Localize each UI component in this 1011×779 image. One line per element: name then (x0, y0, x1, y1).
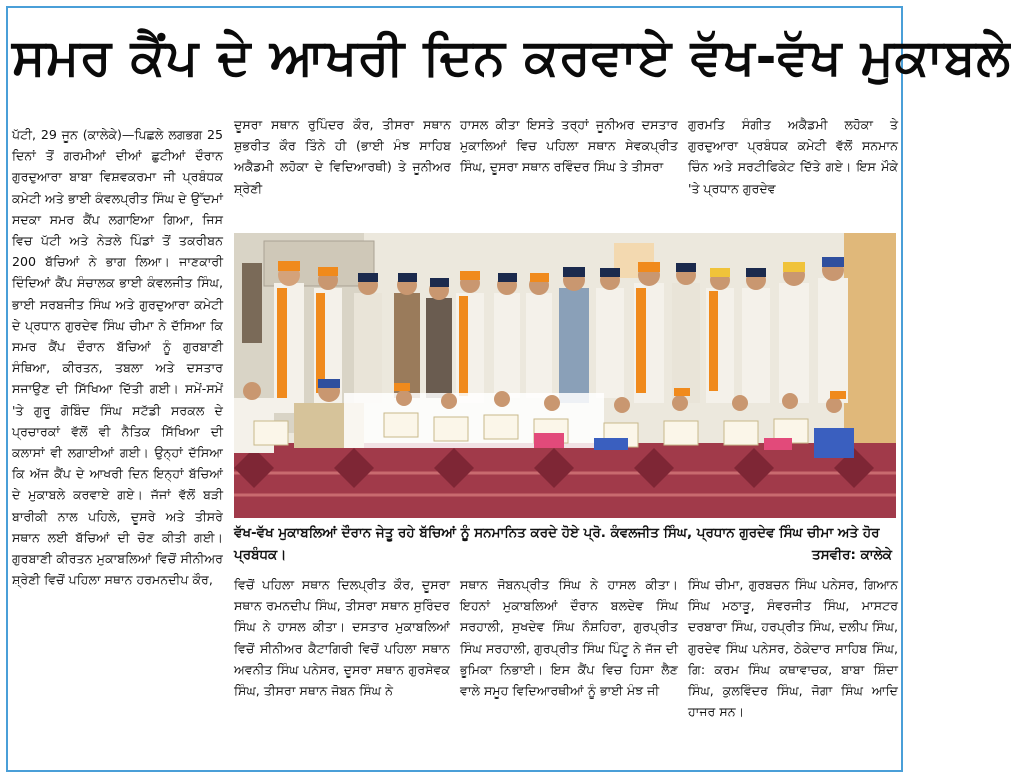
headline: ਸਮਰ ਕੈਂਪ ਦੇ ਆਖਰੀ ਦਿਨ ਕਰਵਾਏ ਵੱਖ-ਵੱਖ ਮੁਕਾਬਲੇ (12, 28, 1011, 86)
article-column-2-top: ਦੂਸਰਾ ਸਥਾਨ ਰੁਪਿੰਦਰ ਕੌਰ, ਤੀਸਰਾ ਸਥਾਨ ਸ਼ੁਭਰੀਤ ਕੌਰ ਤਿੰਨੇ ਹੀ (ਭਾਈ ਮੰਝ ਸਾਹਿਬ ਅਕੈਡਮੀ ਲਹੋਕਾ ਦੇ ਵਿਦਿਆਰਥੀ) ਤੇ ਜੂਨੀਅਰ ਸ਼੍ਰੇਣੀ (234, 117, 451, 196)
article-column-3-top: ਹਾਸਲ ਕੀਤਾ ਇਸਤੇ ਤਰ੍ਹਾਂ ਜੂਨੀਅਰ ਦਸਤਾਰ ਮੁਕਾਲਿਆਂ ਵਿਚ ਪਹਿਲਾ ਸਥਾਨ ਸੇਵਕਪ੍ਰੀਤ ਸਿੰਘ, ਦੂਸਰਾ ਸਥਾਨ ਰਵਿੰਦਰ ਸਿੰਘ ਤੇ ਤੀਸਰਾ (460, 117, 678, 175)
article-column-1 (12, 124, 223, 764)
article-column-4-top: ਗੁਰਮਤਿ ਸੰਗੀਤ ਅਕੈਡਮੀ ਲਹੋਕਾ ਤੇ ਗੁਰਦੁਆਰਾ ਪ੍ਰਬੰਧਕ ਕਮੇਟੀ ਵੱਲੋਂ ਸਨਮਾਨ ਚਿੰਨ ਅਤੇ ਸਰਟੀਫਿਕੇਟ ਦਿੱਤੇ ਗਏ। ਇਸ ਮੌਕੇ 'ਤੇ ਪ੍ਰਧਾਨ ਗੁਰਦੇਵ (688, 117, 898, 196)
article-column-4-bottom: ਸਿੰਘ ਚੀਮਾ, ਗੁਰਬਚਨ ਸਿੰਘ ਪਨੇਸਰ, ਗਿਆਨ ਸਿੰਘ ਮਠਾੜੂ, ਸੰਵਰਜੀਤ ਸਿੰਘ, ਮਾਸਟਰ ਦਰਬਾਰਾ ਸਿੰਘ, ਹਰਪ੍ਰੀਤ ਸਿੰਘ, ਦਲੀਪ ਸਿੰਘ, ਗੁਰਦੇਵ ਸਿੰਘ ਪਨੇਸਰ, ਠੇਕੇਦਾਰ ਸਾਹਿਬ ਸਿੰਘ, ਗਿ: ਕਰਮ ਸਿੰਘ ਕਥਾਵਾਚਕ, ਬਾਬਾ ਸ਼ਿੰਦਾ ਸਿੰਘ, ਕੁਲਵਿੰਦਰ ਸਿੰਘ, ਜੋਗਾ ਸਿੰਘ ਆਦਿ ਹਾਜਰ ਸਨ। (688, 577, 898, 720)
article-column-3-bottom: ਸਥਾਨ ਜੋਬਨਪ੍ਰੀਤ ਸਿੰਘ ਨੇ ਹਾਸਲ ਕੀਤਾ। ਇਹਨਾਂ ਮੁਕਾਬਲਿਆਂ ਦੌਰਾਨ ਬਲਦੇਵ ਸਿੰਘ ਸਰਹਾਲੀ, ਸੁਖਦੇਵ ਸਿੰਘ ਨੌਸ਼ਹਿਰਾ, ਗੁਰਪ੍ਰੀਤ ਸਿੰਘ ਸਰਹਾਲੀ, ਗੁਰਪ੍ਰੀਤ ਸਿੰਘ ਪਿੰਟੂ ਨੇ ਜੱਜ ਦੀ ਭੂਮਿਕਾ ਨਿਭਾਈ। ਇਸ ਕੈਂਪ ਵਿਚ ਹਿਸਾ ਲੈਣ ਵਾਲੇ ਸਮੂਹ ਵਿਦਿਆਰਥੀਆਂ ਨੂੰ ਭਾਈ ਮੰਝ ਜੀ (460, 577, 678, 699)
photo-credit: ਤਸਵੀਰ: ਕਾਲੇਕੇ (811, 547, 892, 563)
dateline: ਪੱਟੀ, 29 ਜੂਨ (ਕਾਲੇਕੇ) (12, 127, 122, 142)
column1-text: —ਪਿਛਲੇ ਲਗਭਗ 25 ਦਿਨਾਂ ਤੋਂ ਗਰਮੀਆਂ ਦੀਆਂ ਛੁਟੀਆਂ ਦੌਰਾਨ ਗੁਰਦੁਆਰਾ ਬਾਬਾ ਵਿਸ਼ਵਕਰਮਾ ਜੀ ਪ੍ਰਬੰਧਕ ਕਮੇਟੀ ਅਤੇ ਭਾਈ ਕੰਵਲਪ੍ਰੀਤ ਸਿੰਘ ਦੇ ਉੱਦਮਾਂ ਸਦਕਾ ਸਮਰ ਕੈਂਪ ਲਗਾਇਆ ਗਿਆ, ਜਿਸ ਵਿਚ ਪੱਟੀ ਅਤੇ ਨੇੜਲੇ ਪਿੰਡਾਂ ਤੋਂ ਤਕਰੀਬਨ 200 ਬੱਚਿਆਂ ਨੇ ਭਾਗ ਲਿਆ। ਜਾਣਕਾਰੀ ਦਿੰਦਿਆਂ ਕੈਂਪ ਸੰਚਾਲਕ ਭਾਈ ਕੰਵਲਜੀਤ ਸਿੰਘ, ਭਾਈ ਸਰਬਜੀਤ ਸਿੰਘ ਅਤੇ ਗੁਰਦੁਆਰਾ ਕਮੇਟੀ ਦੇ ਪ੍ਰਧਾਨ ਗੁਰਦੇਵ ਸਿੰਘ ਚੀਮਾ ਨੇ ਦੱਸਿਆ ਕਿ ਸਮਰ ਕੈਂਪ ਦੌਰਾਨ ਬੱਚਿਆਂ ਨੂੰ ਗੁਰਬਾਣੀ ਸੰਥਿਆ, ਕੀਰਤਨ, ਤਬਲਾ ਅਤੇ ਦਸਤਾਰ ਸਜਾਉਣ ਦੀ ਸਿੱਖਿਆ ਦਿੱਤੀ ਗਈ। ਸਮੇਂ-ਸਮੇਂ 'ਤੇ ਗੁਰੂ ਗੋਬਿੰਦ ਸਿੰਘ ਸਟੱਡੀ ਸਰਕਲ ਦੇ ਪ੍ਰਚਾਰਕਾਂ ਵੱਲੋਂ ਵੀ ਨੈਤਿਕ ਸਿੱਖਿਆ ਦੀ ਕਲਾਸਾਂ ਵੀ ਲਗਾਈਆਂ ਗਈ। ਉਨ੍ਹਾਂ ਦੱਸਿਆ ਕਿ ਅੱਜ ਕੈਂਪ ਦੇ ਆਖਰੀ ਦਿਨ ਇਨ੍ਹਾਂ ਬੱਚਿਆਂ ਦੇ ਮੁਕਾਬਲੇ ਕਰਵਾਏ ਗਏ। ਜੱਜਾਂ ਵੱਲੋਂ ਬੜੀ ਬਾਰੀਕੀ ਨਾਲ ਪਹਿਲੇ, ਦੂਸਰੇ ਅਤੇ ਤੀਸਰੇ ਸਥਾਨ ਲਈ ਬੱਚਿਆਂ ਦੀ ਚੋਣ ਕੀਤੀ ਗਈ। ਗੁਰਬਾਣੀ ਕੀਰਤਨ ਮੁਕਾਬਲਿਆਂ ਵਿਚੋਂ ਸੀਨੀਅਰ ਸ਼੍ਰੇਣੀ ਵਿਚੋਂ ਪਹਿਲਾ ਸਥਾਨ ਹਰਮਨਦੀਪ ਕੌਰ, (12, 127, 223, 588)
photo-caption (234, 522, 896, 570)
group-photo-illustration (234, 233, 896, 518)
article-column-2-bottom: ਵਿਚੋਂ ਪਹਿਲਾ ਸਥਾਨ ਦਿਲਪ੍ਰੀਤ ਕੌਰ, ਦੂਸਰਾ ਸਥਾਨ ਰਮਨਦੀਪ ਸਿੰਘ, ਤੀਸਰਾ ਸਥਾਨ ਸੁਰਿੰਦਰ ਸਿੰਘ ਨੇ ਹਾਸਲ ਕੀਤਾ। ਦਸਤਾਰ ਮੁਕਾਬਲਿਆਂ ਵਿਚੋਂ ਸੀਨੀਅਰ ਕੈਟਾਗਿਰੀ ਵਿਚੋਂ ਪਹਿਲਾ ਸਥਾਨ ਅਵਨੀਤ ਸਿੰਘ ਪਨੇਸਰ, ਦੂਸਰਾ ਸਥਾਨ ਗੁਰਸੇਵਕ ਸਿੰਘ, ਤੀਸਰਾ ਸਥਾਨ ਜੋਬਨ ਸਿੰਘ ਨੇ (234, 577, 450, 699)
caption-text: ਵੱਖ-ਵੱਖ ਮੁਕਾਬਲਿਆਂ ਦੌਰਾਨ ਜੇਤੂ ਰਹੇ ਬੱਚਿਆਂ ਨੂੰ ਸਨਮਾਨਿਤ ਕਰਦੇ ਹੋਏ ਪ੍ਰੋ. ਕੰਵਲਜੀਤ ਸਿੰਘ, ਪ੍ਰਧਾਨ ਗੁਰਦੇਵ ਸਿੰਘ ਚੀਮਾ ਅਤੇ ਹੋਰ ਪ੍ਰਬੰਧਕ। (234, 525, 880, 563)
group-photo (234, 233, 896, 518)
